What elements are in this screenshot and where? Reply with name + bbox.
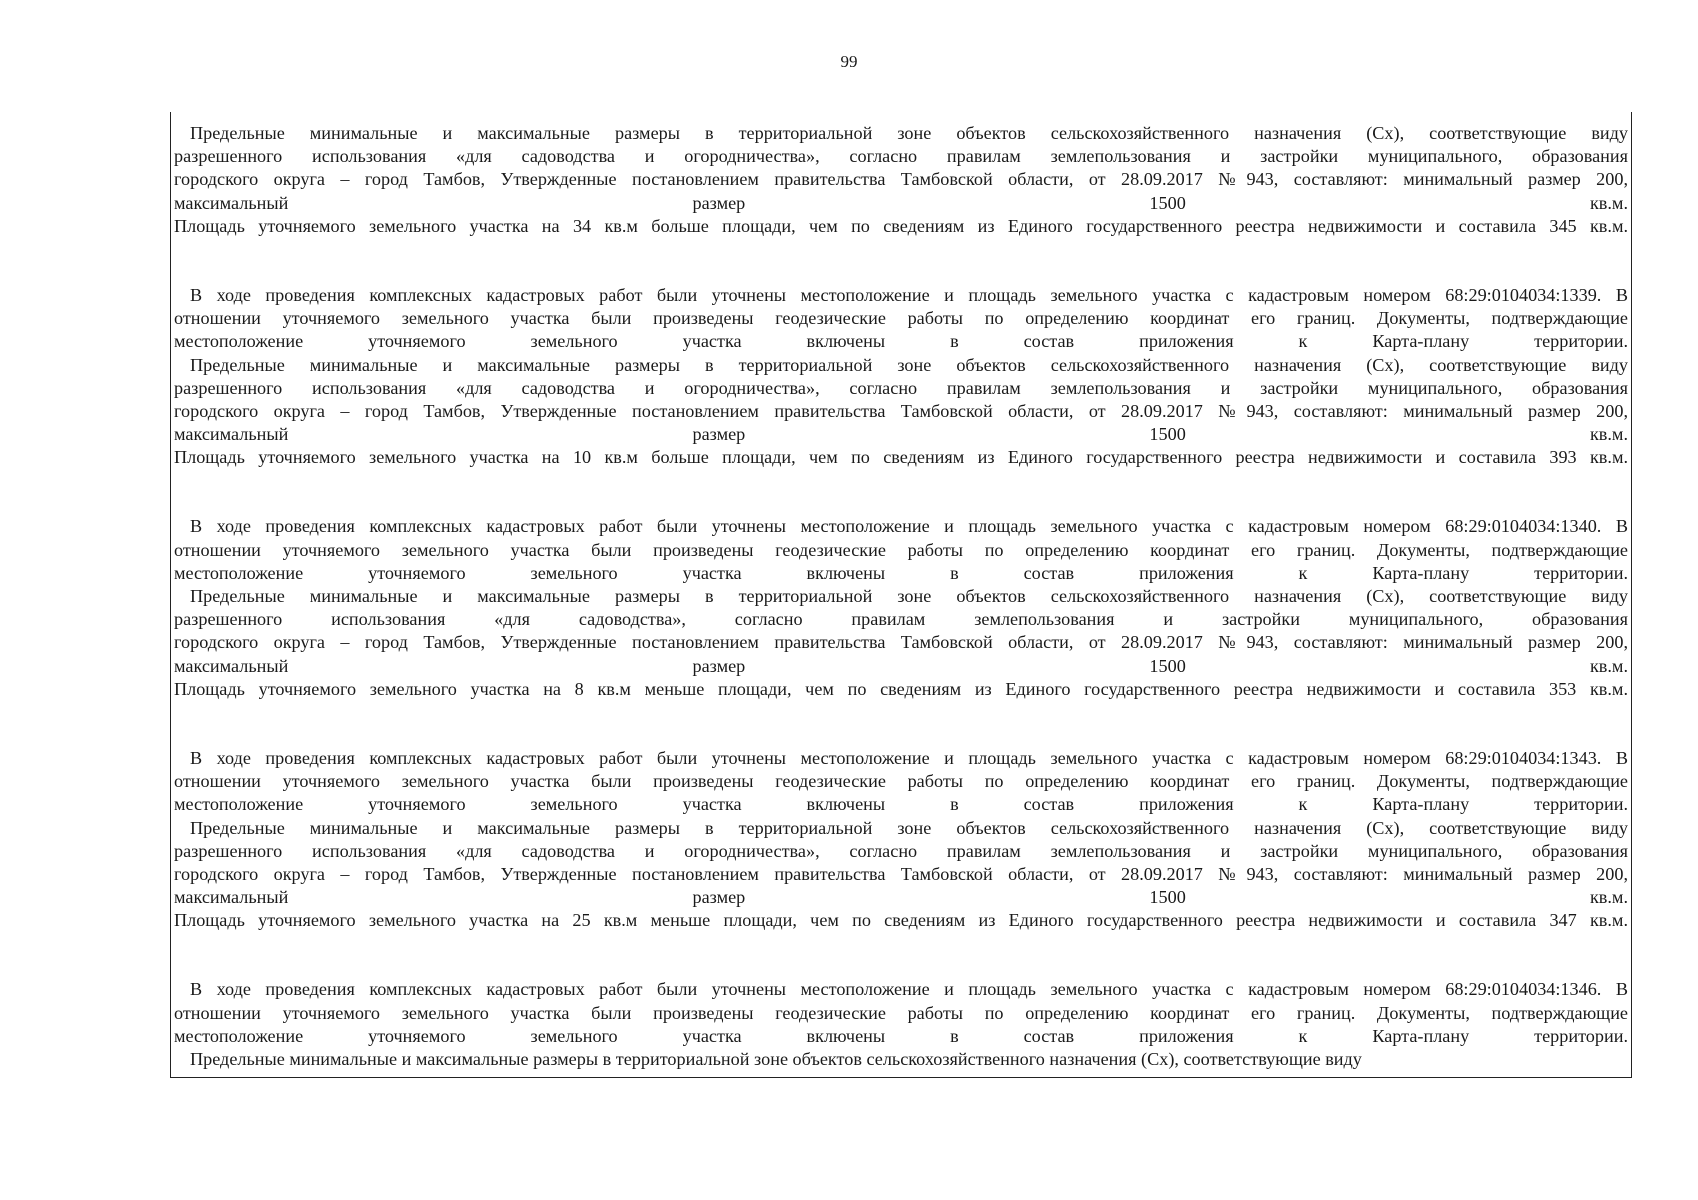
text-line: отношении уточняемого земельного участка были произведены геодезические работы по определению координат его границ. Документы, подтверждающие [174, 1002, 1628, 1023]
text-line: местоположение уточняемого земельного участка включены в состав приложения к Карта-плану территории. [174, 794, 1628, 815]
text-line: Площадь уточняемого земельного участка на 10 кв.м больше площади, чем по сведениям из Единого государственного реестра недвижимости и составила 393 кв.м. [174, 447, 1628, 468]
parcel-block [174, 747, 1628, 933]
text-line: городского округа – город Тамбов, Утвержденные постановлением правительства Тамбовской области, от 28.09.2017 №943, составляют: минимальный размер 200, [174, 400, 1628, 421]
text-line: максимальный размер 1500 кв.м. [174, 655, 1628, 676]
text-line: В ходе проведения комплексных кадастровых работ были уточнены местоположение и площадь земельного участка с кадастровым номером 68:29:0104034:1343. В [190, 747, 1628, 768]
text-line: разрешенного использования «для садоводства и огородничества», согласно правилам землепользования и застройки муниципального, образования [174, 377, 1628, 398]
text-line: Предельные минимальные и максимальные размеры в территориальной зоне объектов сельскохозяйственного назначения (Сх), соответствующие виду [190, 586, 1628, 606]
text-line: городского округа – город Тамбов, Утвержденные постановлением правительства Тамбовской области, от 28.09.2017 №943, составляют: минимальный размер 200, [174, 632, 1628, 653]
text-line: Предельные минимальные и максимальные размеры в территориальной зоне объектов сельскохозяйственного назначения (Сх), соответствующие виду [190, 354, 1628, 375]
text-line: местоположение уточняемого земельного участка включены в состав приложения к Карта-плану территории. [174, 1025, 1628, 1046]
text-line: В ходе проведения комплексных кадастровых работ были уточнены местоположение и площадь земельного участка с кадастровым номером 68:29:0104034:1339. В [190, 284, 1628, 305]
text-line: В ходе проведения комплексных кадастровых работ были уточнены местоположение и площадь земельного участка с кадастровым номером 68:29:0104034:1340. В [190, 516, 1628, 537]
parcel-block [174, 122, 1628, 238]
text-line: максимальный размер 1500 кв.м. [174, 424, 1628, 445]
text-line: городского округа – город Тамбов, Утвержденные постановлением правительства Тамбовской области, от 28.09.2017 №943, составляют: минимальный размер 200, [174, 863, 1628, 884]
text-line: отношении уточняемого земельного участка были произведены геодезические работы по определению координат его границ. Документы, подтверждающие [174, 308, 1628, 329]
text-line: местоположение уточняемого земельного участка включены в состав приложения к Карта-плану территории. [174, 562, 1628, 583]
text-line: Площадь уточняемого земельного участка на 34 кв.м больше площади, чем по сведениям из Единого государственного реестра недвижимости и составила 345 кв.м. [174, 215, 1628, 236]
text-line: разрешенного использования «для садоводства», согласно правилам землепользования и застройки муниципального, образования [174, 609, 1628, 630]
text-line: отношении уточняемого земельного участка были произведены геодезические работы по определению координат его границ. Документы, подтверждающие [174, 539, 1628, 560]
text-line: Площадь уточняемого земельного участка на 8 кв.м меньше площади, чем по сведениям из Единого государственного реестра недвижимости и составила 353 кв.м. [174, 678, 1628, 699]
text-line: Площадь уточняемого земельного участка на 25 кв.м меньше площади, чем по сведениям из Единого государственного реестра недвижимости и составила 347 кв.м. [174, 910, 1628, 931]
text-line: Предельные минимальные и максимальные размеры в территориальной зоне объектов сельскохозяйственного назначения (Сх), соответствующие виду [190, 1049, 1362, 1069]
text-line: максимальный размер 1500 кв.м. [174, 192, 1628, 213]
text-line: Предельные минимальные и максимальные размеры в территориальной зоне объектов сельскохозяйственного назначения (Сх), соответствующие виду [190, 817, 1628, 838]
text-line: отношении уточняемого земельного участка были произведены геодезические работы по определению координат его границ. Документы, подтверждающие [174, 771, 1628, 792]
text-line: разрешенного использования «для садоводства и огородничества», согласно правилам землепользования и застройки муниципального, образования [174, 840, 1628, 861]
text-line: разрешенного использования «для садоводства и огородничества», согласно правилам землепользования и застройки муниципального, образования [174, 146, 1628, 167]
text-line: Предельные минимальные и максимальные размеры в территориальной зоне объектов сельскохозяйственного назначения (Сх), соответствующие виду [190, 123, 1628, 143]
parcel-block [174, 284, 1628, 470]
text-line: В ходе проведения комплексных кадастровых работ были уточнены местоположение и площадь земельного участка с кадастровым номером 68:29:0104034:1346. В [190, 979, 1628, 1000]
parcel-block [174, 515, 1628, 701]
document-frame [170, 112, 1632, 1078]
text-line: местоположение уточняемого земельного участка включены в состав приложения к Карта-плану территории. [174, 331, 1628, 352]
text-line: городского округа – город Тамбов, Утвержденные постановлением правительства Тамбовской области, от 28.09.2017 №943, составляют: минимальный размер 200, [174, 169, 1628, 190]
text-line: максимальный размер 1500 кв.м. [174, 887, 1628, 908]
parcel-block [174, 978, 1628, 1071]
page-number: 99 [840, 52, 858, 71]
